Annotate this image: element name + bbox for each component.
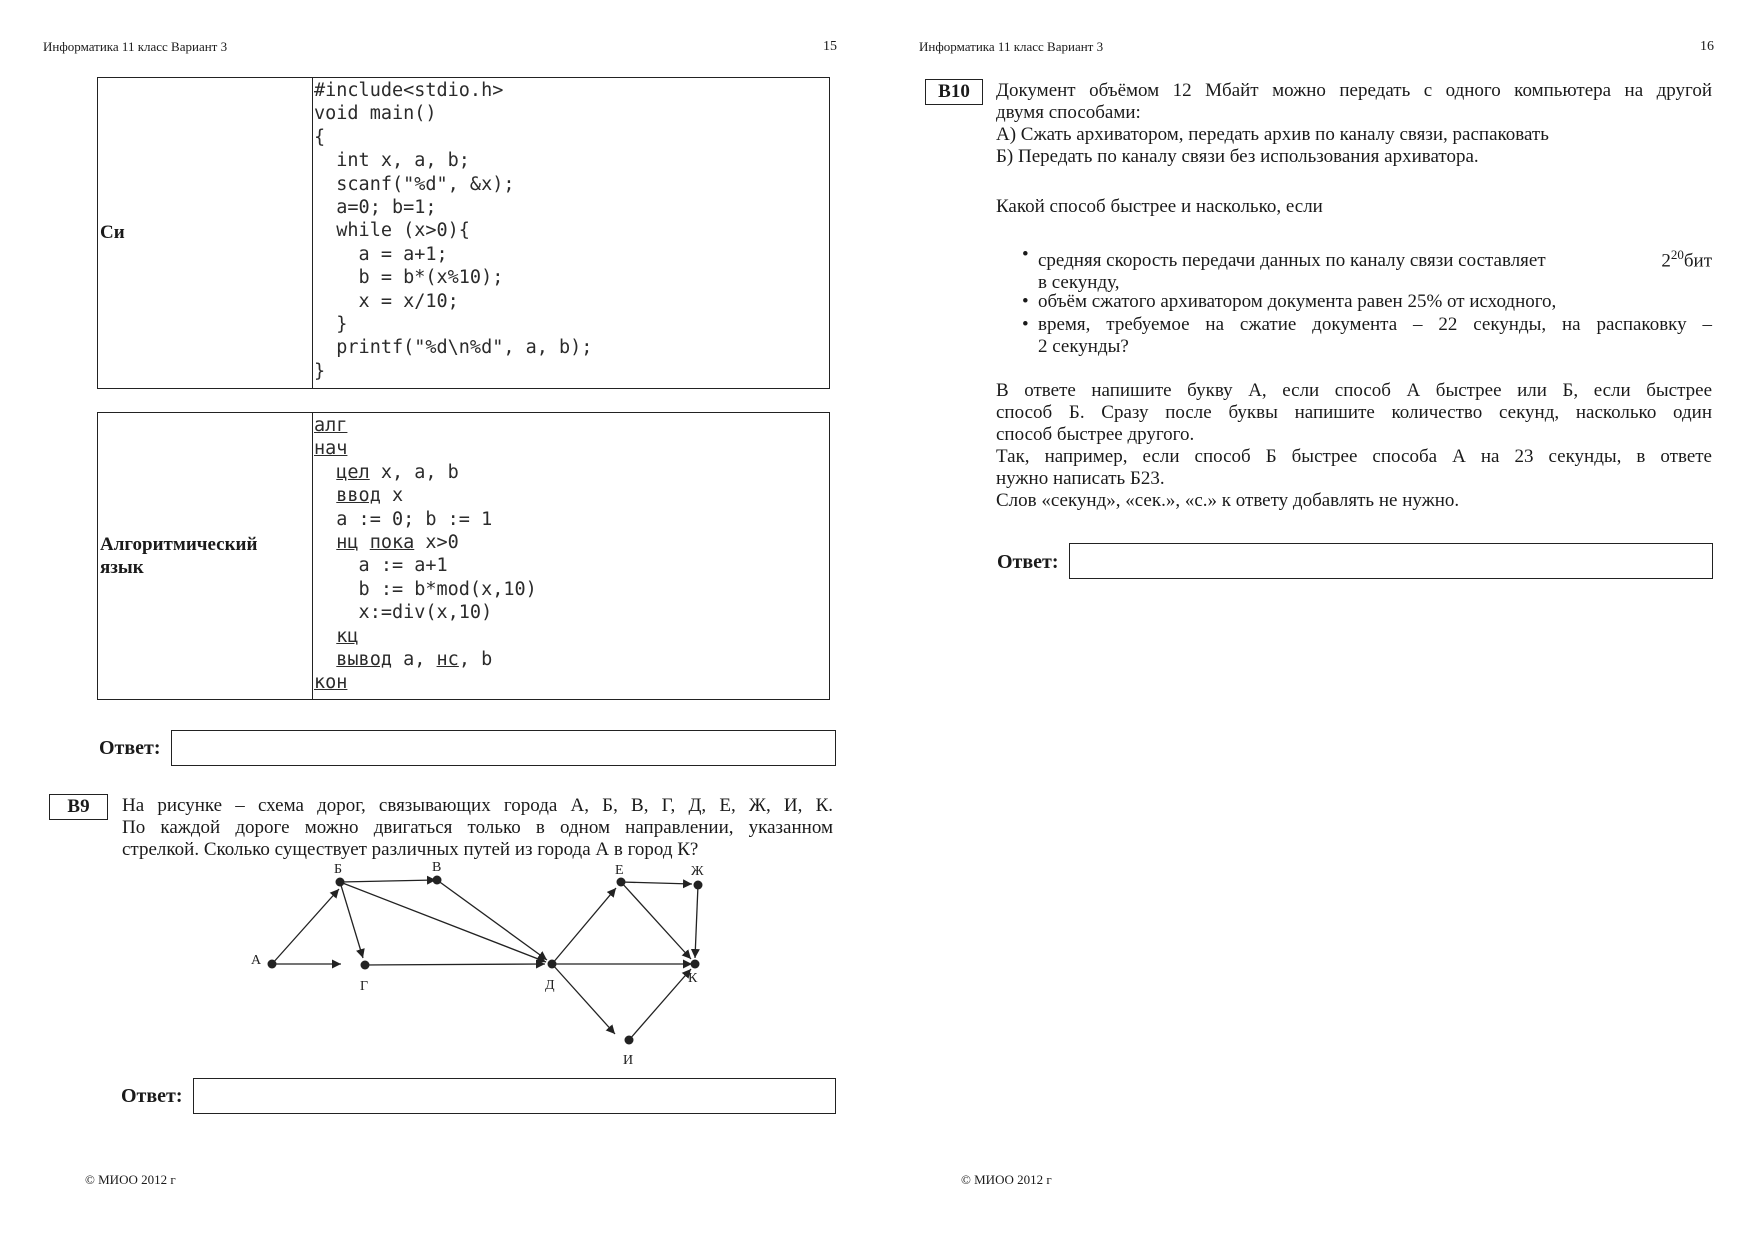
answer-label: Ответ: bbox=[99, 737, 161, 759]
b10-note: Слов «секунд», «сек.», «с.» к ответу добавлять не нужно. bbox=[996, 490, 1460, 511]
b10-intro-line: Документ объёмом 12 Мбайт можно передать с одного компьютера на другой bbox=[996, 80, 1712, 101]
node-label-a: А bbox=[251, 953, 262, 968]
b9-text-line: стрелкой. Сколько существует различных путей из города А в город К? bbox=[122, 839, 699, 860]
b9-text-line: По каждой дороге можно двигаться только в одном направлении, указанном bbox=[122, 817, 833, 838]
edge-b-g bbox=[340, 882, 363, 958]
rate-unit: бит bbox=[1683, 250, 1712, 272]
alg-code-line bbox=[314, 648, 537, 671]
b10-option-b: Б) Передать по каналу связи без использования архиватора. bbox=[996, 146, 1479, 167]
b10-example-line: Так, например, если способ Б быстрее способа А на 23 секунды, в ответе bbox=[996, 446, 1712, 467]
node-d bbox=[548, 960, 557, 969]
c-code-line: a = a+1; bbox=[314, 243, 448, 265]
node-i bbox=[625, 1036, 634, 1045]
b10-instructions bbox=[996, 380, 1712, 512]
edge-e-zh bbox=[621, 882, 692, 884]
bullet-2-text: объём сжатого архиватором документа равен 25% от исходного, bbox=[1038, 291, 1557, 312]
table-divider bbox=[312, 413, 313, 699]
edge-b-v bbox=[340, 880, 436, 882]
alg-code-line: b := b*mod(x,10) bbox=[314, 578, 537, 600]
node-b bbox=[336, 878, 345, 887]
keyword: нач bbox=[314, 438, 348, 460]
left-page-number: 15 bbox=[823, 39, 837, 54]
c-code-line: scanf("%d", &x); bbox=[314, 173, 515, 195]
node-label-k: К bbox=[688, 971, 698, 986]
alg-code-line: a := a+1 bbox=[314, 555, 448, 577]
b10-question: Какой способ быстрее и насколько, если bbox=[996, 196, 1323, 217]
b10-instruction-line: В ответе напишите букву А, если способ А быстрее или Б, если быстрее bbox=[996, 380, 1712, 401]
edge-a-b bbox=[272, 889, 339, 964]
b10-bullet-3 bbox=[1022, 314, 1712, 358]
bullet-1-line bbox=[1038, 244, 1712, 272]
right-page-number: 16 bbox=[1700, 39, 1714, 54]
keyword: пока bbox=[369, 531, 415, 553]
c-code-line: int x, a, b; bbox=[314, 150, 470, 172]
node-label-e: Е bbox=[615, 863, 624, 878]
question-label-b9: В9 bbox=[49, 794, 108, 820]
b10-bullet-2 bbox=[1022, 291, 1712, 313]
c-code-line: void main() bbox=[314, 103, 437, 125]
code-text: , b bbox=[458, 648, 493, 670]
c-code-line: } bbox=[314, 313, 348, 335]
alg-code-table bbox=[97, 412, 830, 700]
edge-e-k bbox=[621, 882, 691, 959]
bullet-dot: • bbox=[1022, 314, 1029, 335]
c-code-line: { bbox=[314, 126, 326, 148]
c-code-line: printf("%d\n%d", a, b); bbox=[314, 337, 593, 359]
alg-code-line bbox=[314, 671, 537, 694]
c-code-line: a=0; b=1; bbox=[314, 196, 437, 218]
c-code bbox=[314, 79, 592, 383]
keyword: алг bbox=[314, 415, 348, 436]
alg-code-line bbox=[314, 461, 537, 484]
bullet-dot: • bbox=[1022, 244, 1029, 265]
c-code-line: #include<stdio.h> bbox=[314, 80, 504, 101]
c-language-label: Си bbox=[100, 222, 125, 243]
b10-example-line: нужно написать Б23. bbox=[996, 468, 1165, 489]
b9-text-line: На рисунке – схема дорог, связывающих города А, Б, В, Г, Д, Е, Ж, И, К. bbox=[122, 795, 833, 816]
bullet-3-line2: 2 секунды? bbox=[1038, 336, 1129, 357]
edge-b-d bbox=[340, 882, 546, 962]
b10-intro-line: двумя способами: bbox=[996, 102, 1141, 123]
alg-code-line bbox=[314, 484, 537, 507]
alg-code-line bbox=[314, 437, 537, 460]
edge-g-d bbox=[365, 964, 545, 965]
b10-instruction-line: способ быстрее другого. bbox=[996, 424, 1195, 445]
code-text: x, a, b bbox=[369, 461, 459, 483]
bullet-1-rate bbox=[1661, 244, 1712, 272]
alg-code-line bbox=[314, 414, 537, 437]
alg-code-line: a := 0; b := 1 bbox=[314, 508, 493, 530]
right-page-footer: © МИОО 2012 г bbox=[961, 1172, 1052, 1187]
node-e bbox=[617, 878, 626, 887]
left-page-footer: © МИОО 2012 г bbox=[85, 1172, 176, 1187]
edge-v-d bbox=[437, 880, 547, 960]
code-text: x bbox=[380, 485, 404, 507]
keyword: цел bbox=[336, 461, 370, 483]
left-page-header: Информатика 11 класс Вариант 3 bbox=[43, 39, 228, 54]
answer-label: Ответ: bbox=[121, 1085, 183, 1107]
node-label-zh: Ж bbox=[691, 864, 704, 879]
answer-field-b10[interactable] bbox=[1069, 543, 1713, 579]
rate-base: 2 bbox=[1661, 250, 1671, 272]
alg-language-line: Алгоритмический bbox=[100, 534, 258, 555]
alg-code-line: x:=div(x,10) bbox=[314, 602, 493, 624]
graph-edges bbox=[272, 880, 698, 1040]
question-label-b10: В10 bbox=[925, 79, 983, 105]
edge-d-i bbox=[552, 964, 615, 1034]
edge-d-e bbox=[552, 888, 616, 964]
keyword: нц bbox=[336, 531, 359, 553]
code-text: a, bbox=[391, 648, 437, 670]
b9-text bbox=[122, 795, 833, 861]
node-zh bbox=[694, 881, 703, 890]
alg-code-line bbox=[314, 625, 537, 648]
keyword: кц bbox=[336, 625, 359, 647]
road-graph bbox=[240, 860, 704, 1068]
node-k bbox=[691, 960, 700, 969]
edge-zh-k bbox=[695, 885, 698, 958]
c-code-table bbox=[97, 77, 830, 389]
node-label-d: Д bbox=[545, 978, 555, 993]
bullet-dot: • bbox=[1022, 291, 1029, 312]
keyword: кон bbox=[314, 672, 348, 694]
node-label-g: Г bbox=[360, 979, 369, 994]
c-code-line: b = b*(x%10); bbox=[314, 267, 504, 289]
code-text: x>0 bbox=[414, 531, 459, 553]
alg-language-line: язык bbox=[100, 557, 144, 578]
answer-field-b8[interactable] bbox=[171, 730, 836, 766]
b10-intro bbox=[996, 80, 1712, 168]
node-label-v: В bbox=[432, 860, 442, 875]
node-a bbox=[268, 960, 277, 969]
alg-code-line bbox=[314, 531, 537, 554]
keyword: вывод bbox=[336, 648, 392, 670]
c-code-line: x = x/10; bbox=[314, 290, 459, 312]
graph-nodes bbox=[268, 876, 703, 1045]
c-code-line: } bbox=[314, 360, 326, 382]
answer-label: Ответ: bbox=[997, 551, 1059, 573]
node-label-b: Б bbox=[334, 862, 343, 877]
node-label-i: И bbox=[623, 1053, 634, 1068]
node-v bbox=[433, 876, 442, 885]
alg-code bbox=[314, 414, 537, 695]
right-page-header: Информатика 11 класс Вариант 3 bbox=[919, 39, 1104, 54]
node-g bbox=[361, 961, 370, 970]
bullet-3-line1: время, требуемое на сжатие документа – 22 секунды, на распаковку – bbox=[1038, 314, 1712, 335]
b10-bullet-1 bbox=[1022, 244, 1712, 294]
b10-instruction-line: способ Б. Сразу после буквы напишите количество секунд, насколько один bbox=[996, 402, 1712, 423]
c-code-line: while (x>0){ bbox=[314, 220, 470, 242]
answer-field-b9[interactable] bbox=[193, 1078, 836, 1114]
rate-exponent: 20 bbox=[1670, 247, 1684, 262]
b10-option-a: А) Сжать архиватором, передать архив по каналу связи, распаковать bbox=[996, 124, 1549, 145]
bullet-1-line2: в секунду, bbox=[1038, 272, 1120, 294]
keyword: ввод bbox=[336, 485, 381, 507]
alg-language-label bbox=[100, 533, 257, 579]
keyword: нс bbox=[436, 648, 459, 670]
edge-i-k bbox=[629, 969, 691, 1040]
table-divider bbox=[312, 78, 313, 388]
bullet-1-text: средняя скорость передачи данных по каналу связи составляет bbox=[1038, 250, 1546, 272]
